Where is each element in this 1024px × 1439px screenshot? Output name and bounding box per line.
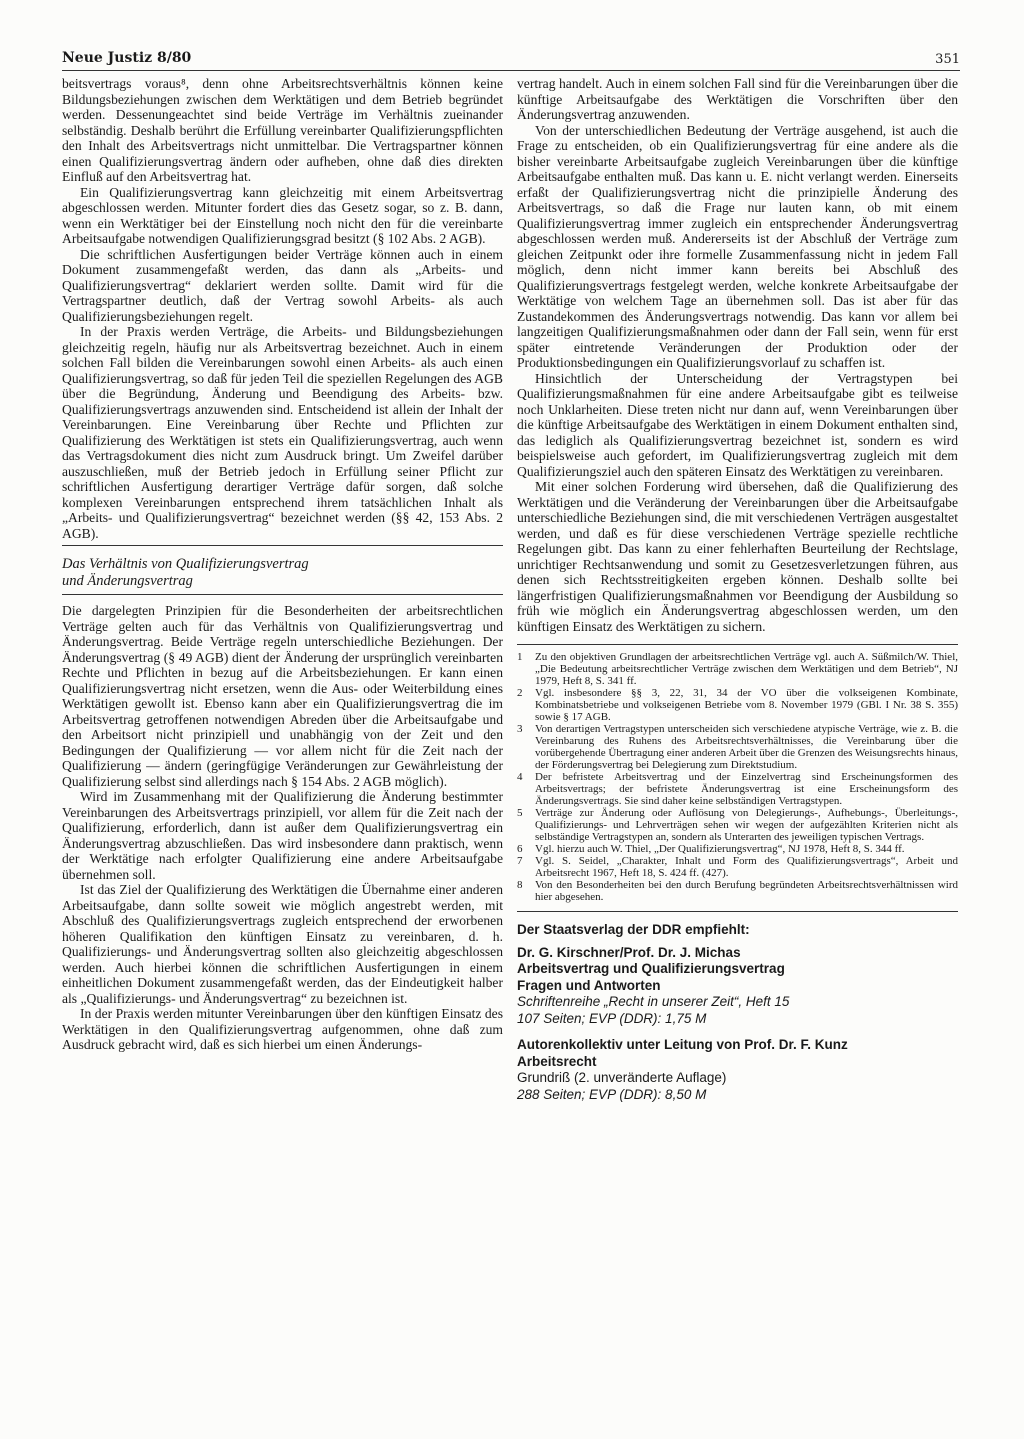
section-bottom-rule	[62, 594, 503, 595]
footnote-number: 7	[517, 855, 523, 867]
paragraph: vertrag handelt. Auch in einem solchen Fall sind für die Vereinbarungen über die künftige Arbeitsaufgabe des Werktätigen die Vorschriften über den Änderungsvertrag anzuwenden.	[517, 76, 958, 122]
book1-authors: Dr. G. Kirschner/Prof. Dr. J. Michas	[517, 944, 741, 960]
footnote-text: Von derartigen Vertragstypen unterscheiden sich verschiedene atypische Verträge, wie z. B. die Vereinbarung des Ruhens des Arbeitsrechtsverhältnisses, die Vereinbarung über die vorübergehende Übertragung einer anderen Arbeit über die Grenzen des Weisungsrechts hinaus, der Förderungsvertrag bei Delegierung zum Direktstudium.	[535, 723, 958, 771]
section-top-rule	[62, 545, 503, 546]
header-rule	[62, 70, 960, 71]
book2-authors: Autorenkollektiv unter Leitung von Prof. Dr. F. Kunz	[517, 1037, 848, 1052]
footnote-number: 4	[517, 771, 523, 783]
footnote-number: 2	[517, 687, 523, 699]
footnote	[517, 855, 958, 879]
footnote	[517, 843, 958, 855]
footnotes	[517, 651, 958, 903]
footnote	[517, 723, 958, 771]
footnote-number: 5	[517, 807, 523, 819]
book2-subtitle: Grundriß (2. unveränderte Auflage)	[517, 1070, 727, 1085]
footnote-text: Vgl. S. Seidel, „Charakter, Inhalt und Form des Qualifizierungsvertrags“, Arbeit und Arbeitsrecht 1967, Heft 18, S. 424 ff. (427).	[535, 855, 958, 879]
footnote	[517, 651, 958, 687]
footnote-text: Vgl. hierzu auch W. Thiel, „Der Qualifizierungsvertrag“, NJ 1978, Heft 8, S. 344 ff.	[535, 843, 905, 855]
page-number: 351	[935, 52, 960, 67]
book1-series: Schriftenreihe „Recht in unserer Zeit“, Heft 15	[517, 994, 790, 1009]
footnote-number: 3	[517, 723, 523, 735]
footnote-text: Zu den objektiven Grundlagen der arbeitsrechtlichen Verträge vgl. auch A. Süßmilch/W. Thiel, „Die Bedeutung arbeitsrechtlicher Verträge zwischen dem Werktätigen und dem Betrieb“, NJ 1979, Heft 8, S. 341 ff.	[535, 651, 958, 687]
footnote-number: 8	[517, 879, 523, 891]
paragraph: Wird im Zusammenhang mit der Qualifizierung die Änderung bestimmter Vereinbarungen des Arbeitsvertrags prinzipiell, vor allem für die Zeit nach der Qualifizierung, erforderlich, dann ist außer dem Qualifizierungsvertrag ein Änderungsvertrag abzuschließen. Das wird insbesondere dann praktisch, wenn der Werktätige nach erfolgter Qualifizierung eine andere Arbeitsaufgabe übernehmen soll.	[62, 789, 503, 882]
recommended-book-2	[517, 1037, 958, 1103]
recommendation-title: Der Staatsverlag der DDR empfiehlt:	[517, 922, 750, 937]
paragraph: Hinsichtlich der Unterscheidung der Vertragstypen bei Qualifizierungsmaßnahmen für eine andere Arbeitsaufgabe gibt es teilweise noch Unklarheiten. Diese treten nicht nur dann auf, wenn Vereinbarungen über die künftige Arbeitsaufgabe des Werktätigen in einem Dokument enthalten sind, das lediglich als Qualifizierungsvertrag bezeichnet ist, sondern es wird beispielsweise auch gefordert, im Qualifizierungsvertrag zugleich mit dem Qualifizierungsziel auch den späteren Einsatz des Werktätigen zu vereinbaren.	[517, 370, 958, 479]
footnote	[517, 807, 958, 843]
book1-subtitle: Fragen und Antworten	[517, 977, 661, 993]
publisher-recommendation	[517, 922, 958, 1103]
section-heading-line1: Das Verhältnis von Qualifizierungsvertrag	[62, 556, 309, 572]
left-column	[62, 76, 503, 1053]
paragraph: In der Praxis werden mitunter Vereinbarungen über den künftigen Einsatz des Werktätigen in den Qualifizierungsvertrag aufgenommen, ohne daß zum Ausdruck gebracht wird, daß es sich hierbei um einen Änderungs-	[62, 1006, 503, 1052]
footnote-text: Der befristete Arbeitsvertrag und der Einzelvertrag sind Erscheinungsformen des Arbeitsvertrags; der befristete Änderungsvertrag ist eine Erscheinungsform des Änderungsvertrags. Sie sind daher keine selbständigen Vertragstypen.	[535, 771, 958, 807]
footnote-text: Verträge zur Änderung oder Auflösung von Delegierungs-, Aufhebungs-, Überleitungs-, Qualifizierungs- und Lehrverträgen sehen wir wegen der aufgezählten Kriterien nicht als selbständige Vertragstypen an, sondern als Unterarten des jeweiligen typischen Vertrags.	[535, 807, 958, 843]
book2-details: 288 Seiten; EVP (DDR): 8,50 M	[517, 1086, 707, 1102]
right-paragraphs	[517, 76, 958, 634]
recommended-book-1	[517, 945, 958, 1028]
paragraph: Mit einer solchen Forderung wird übersehen, daß die Qualifizierung des Werktätigen und die Veränderung der Vereinbarungen über die Arbeitsaufgabe unterschiedliche Beziehungen sind, die mit verschiedenen Verträgen ausgestaltet werden, und daß es für diese verschiedenen Verträge spezielle rechtliche Regelungen gibt. Das kann zu einer fehlerhaften Beurteilung der Rechtslage, unrichtiger Rechtsanwendung und somit zu Gesetzesverletzungen führen, aus denen sich Rechtsstreitigkeiten ergeben können. Deshalb sollte bei längerfristigen Qualifizierungsmaßnahmen vor Beendigung der Ausbildung so früh wie möglich ein Änderungsvertrag abgeschlossen werden, um den künftigen Einsatz des Werktätigen zu sichern.	[517, 479, 958, 634]
footnote	[517, 771, 958, 807]
paragraph: Von der unterschiedlichen Bedeutung der Verträge ausgehend, ist auch die Frage zu entscheiden, ob ein Qualifizierungsvertrag für eine andere als die bisher vereinbarte Arbeitsaufgabe zugleich Vereinbarungen über die künftige Arbeitsaufgabe enthalten muß. Das kann u. E. nicht verlangt werden. Einerseits erfaßt der Qualifizierungsvertrag nicht die prinzipielle Änderung des Arbeitsvertrags, so daß die Frage nur lauten kann, ob mit einem Qualifizierungsvertrag immer zugleich ein entsprechender Änderungsvertrag abgeschlossen werden muß. Andererseits ist der Abschluß der Verträge zum gleichen Zeitpunkt oder ihre formelle Zusammenfassung nicht in jedem Fall möglich, denn nicht immer kann bereits bei Abschluß des Qualifizierungsvertrags festgelegt werden, welche konkrete Arbeitsaufgabe der Werktätige von welchem Tage an übernehmen soll. Das ist aber für das Zustandekommen des Änderungsvertrags notwendig. Das kann vor allem bei langzeitigen Qualifizierungsmaßnahmen oder dann der Fall sein, wenn für erst später eintretende Veränderungen der Produktion oder der Produktionsbedingungen ein Qualifizierungsvorlauf zu schaffen ist.	[517, 122, 958, 370]
left-paragraphs-before	[62, 76, 503, 541]
footnote	[517, 879, 958, 903]
footnote-text: Von den Besonderheiten bei den durch Berufung begründeten Arbeitsrechtsverhältnissen wird hier abgesehen.	[535, 879, 958, 903]
book1-details: 107 Seiten; EVP (DDR): 1,75 M	[517, 1010, 707, 1026]
book1-title: Arbeitsvertrag und Qualifizierungsvertrag	[517, 961, 785, 976]
footnote-number: 6	[517, 843, 523, 855]
journal-header: Neue Justiz 8/80	[62, 50, 192, 66]
paragraph: Ein Qualifizierungsvertrag kann gleichzeitig mit einem Arbeitsvertrag abgeschlossen werden. Mitunter fordert dies das Gesetz sogar, so z. B. dann, wenn ein Werktätiger bei der Einstellung noch nicht den für die vereinbarte Arbeitsaufgabe notwendigen Qualifizierungsgrad besitzt (§ 102 Abs. 2 AGB).	[62, 184, 503, 246]
left-paragraphs-after	[62, 603, 503, 1053]
section-heading-line2: und Änderungsvertrag	[62, 573, 193, 589]
paragraph: In der Praxis werden Verträge, die Arbeits- und Bildungsbeziehungen gleichzeitig regeln, häufig nur als Arbeitsvertrag bezeichnet. Auch in einem solchen Fall bilden die Vereinbarungen sowohl einen Arbeits- als auch einen Qualifizierungsvertrag, so daß für jeden Teil die speziellen Regelungen des AGB über die Begründung, Änderung und Beendigung des Arbeits- bzw. Qualifizierungsvertrags anzuwenden sind. Entscheidend ist allein der Inhalt der Vereinbarungen. Eine Vereinbarung über Rechte und Pflichten zur Qualifizierung des Werktätigen ist stets ein Qualifizierungsvertrag, auch wenn das Vertragsdokument dies nicht zum Ausdruck bringt. Um Zweifel darüber auszuschließen, muß der Betrieb jedoch in Erfüllung seiner Pflicht zur schriftlichen Ausfertigung derartiger Verträge dafür sorgen, daß solche komplexen Vereinbarungen entsprechend ihrem tatsächlichen Inhalt als „Arbeits- und Qualifizierungsvertrag“ bezeichnet werden (§§ 42, 153 Abs. 2 AGB).	[62, 324, 503, 541]
paragraph: beitsvertrags voraus⁸, denn ohne Arbeitsrechtsverhältnis können keine Bildungsbeziehungen zwischen dem Werktätigen und dem Betrieb begründet werden. Dessenungeachtet sind beide Verträge im Verhältnis zueinander selbständig. Deshalb berührt die Erfüllung vereinbarter Qualifizierungspflichten den Inhalt des Arbeitsvertrags nicht unmittelbar. Die Vertragspartner können einen Qualifizierungsvertrag ändern oder aufheben, ohne daß dies direkten Einfluß auf den Arbeitsvertrag hat.	[62, 76, 503, 184]
book2-title: Arbeitsrecht	[517, 1053, 597, 1069]
right-column	[517, 76, 958, 1113]
section-heading	[62, 556, 503, 590]
footnote-text: Vgl. insbesondere §§ 3, 22, 31, 34 der VO über die volkseigenen Kombinate, Kombinatsbetriebe und volkseigenen Betriebe vom 8. November 1979 (GBl. I Nr. 38 S. 355) sowie § 17 AGB.	[535, 687, 958, 723]
footnote-number: 1	[517, 651, 523, 663]
recommendation-rule	[517, 911, 958, 912]
footnote-rule	[517, 644, 958, 645]
paragraph: Ist das Ziel der Qualifizierung des Werktätigen die Übernahme einer anderen Arbeitsaufgabe, dann sollte soweit wie möglich angestrebt werden, mit Abschluß des Qualifizierungsvertrags zugleich entsprechend der erworbenen höheren Qualifikation den künftigen Einsatz zu vereinbaren, d. h. Qualifizierungs- und Änderungsvertrag sollten also gleichzeitig abgeschlossen werden. Auch hierbei können die schriftlichen Ausfertigungen in einem einheitlichen Dokument zusammengefaßt werden, das der Eindeutigkeit halber als „Qualifizierungs- und Änderungsvertrag“ zu bezeichnen ist.	[62, 882, 503, 1006]
footnote	[517, 687, 958, 723]
paragraph: Die schriftlichen Ausfertigungen beider Verträge können auch in einem Dokument zusammengefaßt werden, das dann als „Arbeits- und Qualifizierungsvertrag“ deklariert werden sollte. Damit wird für die Vertragspartner deutlich, daß der Vertrag sowohl Arbeits- als auch Qualifizierungsbeziehungen regelt.	[62, 246, 503, 324]
paragraph: Die dargelegten Prinzipien für die Besonderheiten der arbeitsrechtlichen Verträge gelten auch für das Verhältnis von Qualifizierungsvertrag und Änderungsvertrag. Beide Verträge regeln unterschiedliche Beziehungen. Der Änderungsvertrag (§ 49 AGB) dient der Änderung der ursprünglich vereinbarten Rechte und Pflichten in bezug auf die Arbeitsbeziehungen. Er kann einen Qualifizierungsvertrag nicht ersetzen, wenn die Aus- oder Weiterbildung eines Werktätigen gewollt ist. Ebenso kann aber ein Qualifizierungsvertrag die im Arbeitsvertrag getroffenen notwendigen Abreden über die Arbeitsaufgabe und den Arbeitsort nicht prinzipiell und unabhängig von der Zeit und den Bedingungen der Qualifizierung — vor allem nicht für die Zeit nach der Qualifizierung — ändern (geringfügige Veränderungen zur Gewährleistung der Qualifizierung selbst sind allerdings nach § 154 Abs. 2 AGB möglich).	[62, 603, 503, 789]
